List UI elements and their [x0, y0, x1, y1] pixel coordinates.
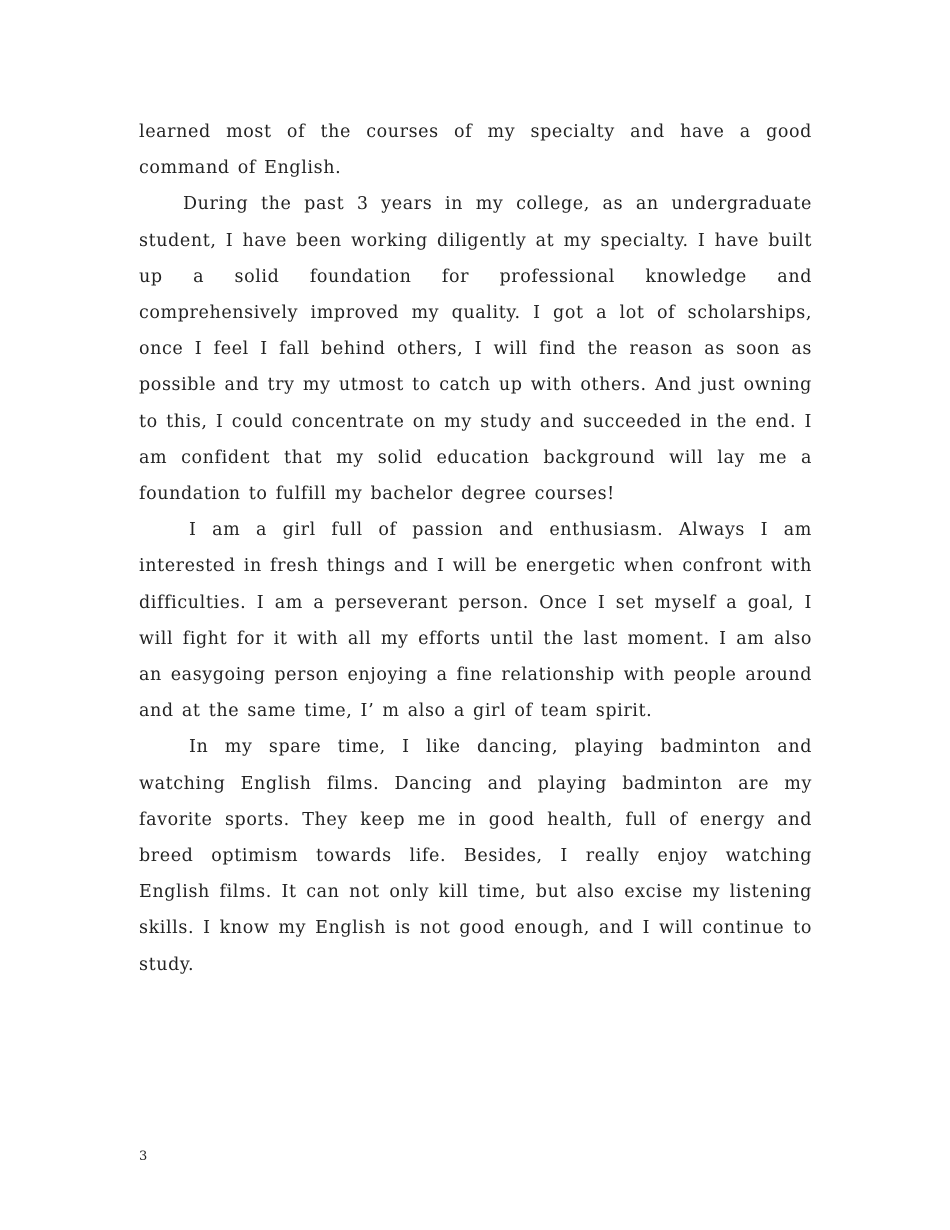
- paragraph-hobbies: In my spare time, I like dancing, playing badminton and watching English films. Dancing and playing badminton are my favorite sports. They keep me in good health, full of energy and breed optimism towards life. Besides, I really enjoy watching English films. It can not only kill time, but also excise my listening skills. I know my English is not good enough, and I will continue to study.: [139, 737, 812, 975]
- paragraph-college-study: During the past 3 years in my college, as an undergraduate student, I have been working diligently at my specialty. I have built up a solid foundation for professional knowledge and comprehensively improved my quality. I got a lot of scholarships, once I feel I fall behind others, I will find the reason as soon as possible and try my utmost to catch up with others. And just owning to this, I could concentrate on my study and succeeded in the end. I am confident that my solid education background will lay me a foundation to fulfill my bachelor degree courses!: [139, 194, 812, 505]
- page-number: 3: [139, 1149, 148, 1164]
- paragraph-personality: I am a girl full of passion and enthusiasm. Always I am interested in fresh things and I will be energetic when confront with difficulties. I am a perseverant person. Once I set myself a goal, I will fight for it with all my efforts until the last moment. I am also an easygoing person enjoying a fine relationship with people around and at the same time, I’ m also a girl of team spirit.: [139, 520, 812, 722]
- paragraph-continuation: learned most of the courses of my specialty and have a good command of English.: [139, 122, 812, 179]
- document-body: [139, 114, 812, 983]
